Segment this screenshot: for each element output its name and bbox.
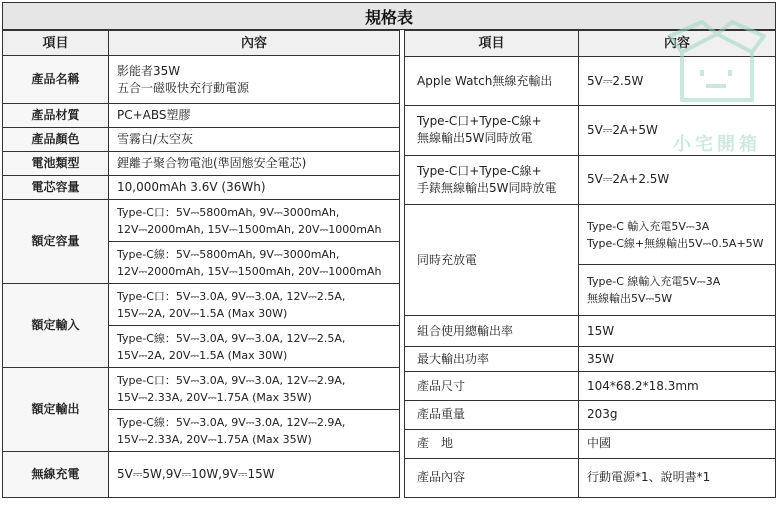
label-simultaneous: 同時充放電 bbox=[405, 205, 579, 316]
value-max-output: 35W bbox=[579, 347, 776, 372]
value-origin: 中國 bbox=[579, 429, 776, 458]
label-c-c-watch: Type-C口+Type-C線+ 手錶無線輸出5W同時放電 bbox=[405, 155, 579, 204]
label-size: 產品尺寸 bbox=[405, 372, 579, 401]
label-origin: 產 地 bbox=[405, 429, 579, 458]
watermark-text: 小宅開箱 bbox=[673, 134, 761, 155]
label-capacity: 電芯容量 bbox=[3, 176, 109, 200]
label-max-output: 最大輸出功率 bbox=[405, 347, 579, 372]
left-spec-table bbox=[2, 30, 400, 498]
right-spec-table bbox=[404, 30, 776, 498]
value-c-c-watch: 5V⎓2A+2.5W bbox=[579, 155, 776, 204]
label-battery: 電池類型 bbox=[3, 152, 109, 176]
value-rated-output-port: Type-C口：5V⎓3.0A, 9V⎓3.0A, 12V⎓2.9A, 15V⎓2.33A, 20V⎓1.75A (Max 35W) bbox=[109, 368, 400, 410]
label-c-c-wireless: Type-C口+Type-C線+ 無線輸出5W同時放電 bbox=[405, 106, 579, 155]
value-size: 104*68.2*18.3mm bbox=[579, 372, 776, 401]
value-rated-input-cable: Type-C線：5V⎓3.0A, 9V⎓3.0A, 12V⎓2.5A, 15V⎓2A, 20V⎓1.5A (Max 30W) bbox=[109, 326, 400, 368]
value-rated-capacity-port: Type-C口：5V⎓5800mAh, 9V⎓3000mAh, 12V⎓2000mAh, 15V⎓1500mAh, 20V⎓1000mAh bbox=[109, 200, 400, 242]
header-item: 項目 bbox=[3, 31, 109, 56]
value-battery: 鋰離子聚合物電池(準固態安全電芯) bbox=[109, 152, 400, 176]
value-weight: 203g bbox=[579, 401, 776, 430]
label-rated-input: 額定輸入 bbox=[3, 284, 109, 368]
value-simultaneous-b: Type-C 線輸入充電5V⎓3A 無線輸出5V⎓5W bbox=[579, 264, 776, 316]
value-rated-input-port: Type-C口：5V⎓3.0A, 9V⎓3.0A, 12V⎓2.5A, 15V⎓2A, 20V⎓1.5A (Max 30W) bbox=[109, 284, 400, 326]
value-rated-capacity-cable: Type-C線：5V⎓5800mAh, 9V⎓3000mAh, 12V⎓2000mAh, 15V⎓1500mAh, 20V⎓1000mAh bbox=[109, 242, 400, 284]
spec-tables bbox=[2, 30, 776, 498]
label-apple-watch: Apple Watch無線充輸出 bbox=[405, 56, 579, 105]
value-color: 雪霧白/太空灰 bbox=[109, 128, 400, 152]
header-content-right: 內容 bbox=[579, 31, 776, 57]
value-wireless: 5V⎓5W,9V⎓10W,9V⎓15W bbox=[109, 452, 400, 498]
value-c-c-wireless: 5V⎓2A+5W bbox=[579, 106, 776, 155]
label-rated-capacity: 額定容量 bbox=[3, 200, 109, 284]
label-color: 產品顏色 bbox=[3, 128, 109, 152]
value-simultaneous-a: Type-C 輸入充電5V⎓3A Type-C線+無線輸出5V⎓0.5A+5W bbox=[579, 205, 776, 265]
value-combined: 15W bbox=[579, 316, 776, 347]
value-material: PC+ABS塑膠 bbox=[109, 104, 400, 128]
header-item-right: 項目 bbox=[405, 31, 579, 57]
label-product-name: 產品名稱 bbox=[3, 56, 109, 104]
label-material: 產品材質 bbox=[3, 104, 109, 128]
label-wireless: 無線充電 bbox=[3, 452, 109, 498]
label-rated-output: 額定輸出 bbox=[3, 368, 109, 452]
label-combined: 組合使用總輸出率 bbox=[405, 316, 579, 347]
value-product-name: 影能者35W 五合一磁吸快充行動電源 bbox=[109, 56, 400, 104]
value-capacity: 10,000mAh 3.6V (36Wh) bbox=[109, 176, 400, 200]
value-rated-output-cable: Type-C線：5V⎓3.0A, 9V⎓3.0A, 12V⎓2.9A, 15V⎓2.33A, 20V⎓1.75A (Max 35W) bbox=[109, 410, 400, 452]
value-contents: 行動電源*1、說明書*1 bbox=[579, 458, 776, 497]
spec-title: 規格表 bbox=[2, 2, 776, 30]
spec-sheet bbox=[2, 2, 776, 504]
header-content: 內容 bbox=[109, 31, 400, 56]
label-weight: 產品重量 bbox=[405, 401, 579, 430]
label-contents: 產品內容 bbox=[405, 458, 579, 497]
value-apple-watch: 5V⎓2.5W bbox=[579, 56, 776, 105]
